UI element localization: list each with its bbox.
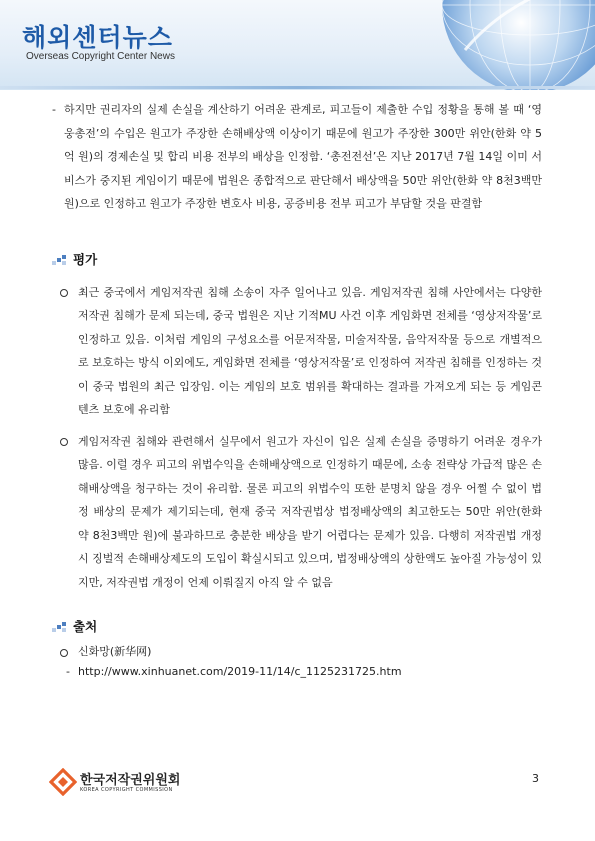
evaluation-item	[78, 430, 542, 595]
hollow-circle-bullet-icon	[60, 289, 68, 297]
source-title: 출처	[73, 619, 98, 634]
hollow-circle-bullet-icon	[60, 649, 68, 657]
evaluation-item-text: 게임저작권 침해와 관련해서 실무에서 원고가 자신이 입은 실제 손실을 증명하기 어려운 경우가 많음. 이럴 경우 피고의 위법수익을 손해배상액으로 인정하기 때문에, 소송 전략상 가급적 많은 손해배상액을 청구하는 것이 유리함. 물론 피고의 위법수익 또한 분명치 않을 경우 어쩔 수 없이 법정 배상의 문제가 제기되는데, 현재 중국 저작권법상 법정배상액의 최고한도는 50만 위안(한화 약 8천3백만 원)에 불과하므로 충분한 배상을 받기 어렵다는 문제가 있음. 다행히 저작권법 개정 시 징벌적 손해배상제도의 도입이 확실시되고 있으며, 법정배상액의 상한액도 높아질 가능성이 있지만, 저작권법 개정이 언제 이뤄질지 아직 알 수 없음	[78, 434, 542, 589]
page-number: 3	[532, 772, 539, 785]
source-publisher	[78, 642, 595, 662]
org-name-en: KOREA COPYRIGHT COMMISSION	[80, 787, 173, 793]
page-header	[0, 0, 595, 90]
dash-bullet: -	[66, 665, 70, 678]
globe-icon	[425, 0, 595, 90]
org-name-kr: 한국저작권위원회	[80, 773, 181, 788]
evaluation-item	[78, 281, 542, 422]
dash-bullet: -	[52, 103, 56, 116]
hollow-circle-bullet-icon	[60, 438, 68, 446]
evaluation-item-text: 최근 중국에서 게임저작권 침해 소송이 자주 일어나고 있음. 게임저작권 침해 사안에서는 다양한 저작권 침해가 문제 되는데, 중국 법원은 지난 기적MU 사건 이후 게임화면 전체를 ‘영상저작물’로 인정하고 있음. 이처럼 게임의 구성요소를 어문저작물, 미술저작물, 음악저작물 등으로 개별적으로 보호하는 방식 이외에도, 게임화면 전체를 ‘영상저작물’로 인정하여 저작권 침해를 인정하는 것이 중국 법원의 최근 입장임. 이는 게임의 보호 범위를 확대하는 결과를 가져오게 되는 등 게임콘텐츠 보호에 유리함	[78, 285, 542, 416]
newsletter-subtitle: Overseas Copyright Center News	[26, 51, 175, 62]
four-square-bullet-icon	[52, 622, 66, 632]
newsletter-title: 해외센터뉴스	[22, 23, 173, 52]
four-square-bullet-icon	[52, 255, 66, 265]
source-url-line[interactable]	[66, 662, 595, 682]
kcc-logo-icon	[49, 768, 77, 796]
evaluation-heading	[52, 249, 595, 271]
judgment-paragraph	[52, 98, 542, 216]
source-publisher-text: 신화망(新华网)	[78, 645, 152, 658]
evaluation-title: 평가	[73, 251, 98, 267]
source-url[interactable]: http://www.xinhuanet.com/2019-11/14/c_1125231725.htm	[78, 665, 402, 678]
header-rule	[0, 86, 595, 89]
footer-logo	[49, 768, 189, 798]
page-content	[0, 98, 595, 682]
source-heading	[52, 616, 595, 638]
judgment-text: 하지만 권리자의 실제 손실을 계산하기 어려운 관계로, 피고들이 제출한 수입 정황을 통해 볼 때 ‘영웅총전’의 수입은 원고가 주장한 손해배상액 이상이기 때문에 원고가 주장한 300만 위안(한화 약 5억 원)의 경제손실 및 합리 비용 전부의 배상을 인정함. ‘총전전선’은 지난 2017년 7월 14일 이미 서비스가 중지된 게임이기 때문에 법원은 종합적으로 판단해서 배상액을 50만 위안(한화 약 8천3백만 원)으로 인정하고 원고가 주장한 변호사 비용, 공증비용 전부 피고가 부담할 것을 판결함	[64, 103, 542, 210]
